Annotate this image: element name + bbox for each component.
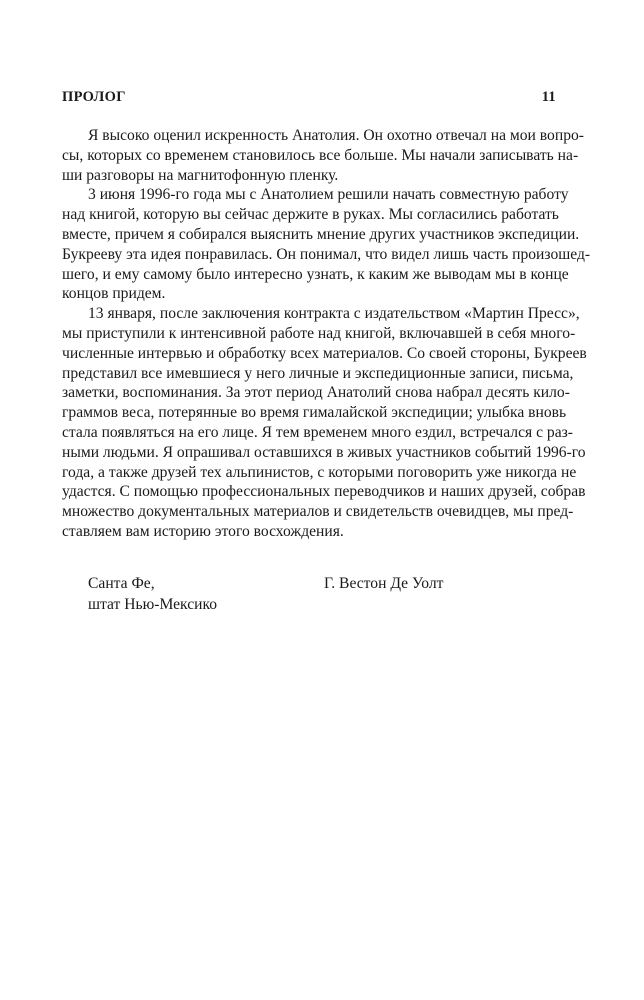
text-line: вместе, причем я собирался выяснить мнение других участников экспедиции.: [62, 225, 580, 243]
text-line: шего, и ему самому было интересно узнать, к каким же выводам мы в конце: [62, 265, 569, 283]
place-line-city: Санта Фе,: [88, 575, 155, 592]
place-line-state: штат Нью-Мексико: [88, 596, 218, 613]
text-line: ши разговоры на магнитофонную пленку.: [62, 166, 339, 184]
paragraph-2: [62, 185, 591, 304]
text-line: над книгой, которую вы сейчас держите в руках. Мы согласились работать: [62, 206, 559, 224]
paragraph-3: [62, 304, 587, 542]
text-line: численные интервью и обработку всех материалов. Со своей стороны, Букреев: [62, 344, 587, 362]
text-line: Букрееву эта идея понравилась. Он понимал, что видел лишь часть произошед-: [62, 245, 591, 263]
text-line: представил все имевшиеся у него личные и экспедиционные записи, письма,: [62, 364, 574, 382]
text-line: множество документальных материалов и свидетельств очевидцев, мы пред-: [62, 503, 574, 521]
text-line: концов придем.: [62, 285, 166, 303]
text-line: удастся. С помощью профессиональных переводчиков и наших друзей, собрав: [62, 483, 586, 501]
text-line: заметки, воспоминания. За этот период Анатолий снова набрал десять кило-: [62, 384, 570, 402]
section-title: ПРОЛОГ: [62, 89, 126, 105]
text-line: 13 января, после заключения контракта с издательством «Мартин Пресс»,: [88, 305, 580, 323]
signature-author: Г. Вестон Де Уолт: [324, 575, 444, 592]
text-line: года, а также друзей тех альпинистов, с которыми поговорить уже никогда не: [62, 463, 577, 481]
paragraph-1: [62, 126, 584, 185]
text-line: стала появляться на его лице. Я тем временем много ездил, встречался с раз-: [62, 423, 573, 441]
body-text: [62, 126, 591, 542]
page-number: 11: [541, 89, 556, 105]
text-line: Я высоко оценил искренность Анатолия. Он охотно отвечал на мои вопро-: [88, 127, 584, 144]
text-line: ными людьми. Я опрашивал оставшихся в живых участников событий 1996-го: [62, 443, 586, 461]
signature-place: [88, 573, 217, 615]
text-line: граммов веса, потерянные во время гималайской экспедиции; улыбка вновь: [62, 404, 567, 422]
text-line: сы, которых со временем становилось все больше. Мы начали записывать на-: [62, 146, 579, 164]
text-line: 3 июня 1996-го года мы с Анатолием решили начать совместную работу: [88, 186, 569, 204]
text-line: мы приступили к интенсивной работе над книгой, включавшей в себя много-: [62, 324, 576, 342]
text-line: ставляем вам историю этого восхождения.: [62, 522, 344, 540]
running-header: [62, 89, 556, 109]
